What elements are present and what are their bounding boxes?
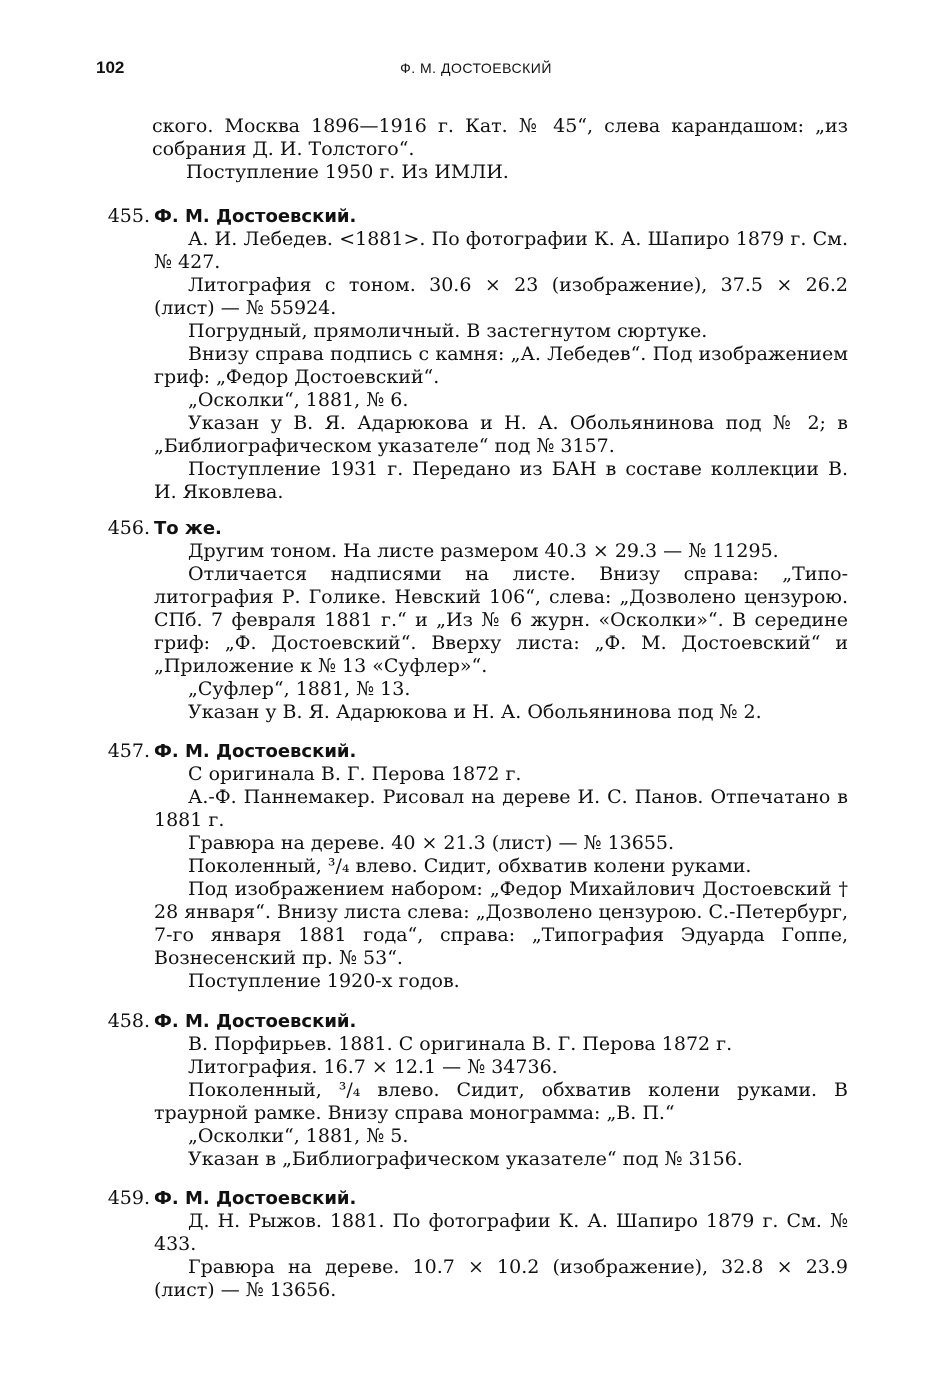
entry-line: Внизу справа подпись с камня: „А. Лебедев“. Под изображением гриф: „Федор Достоевский“. <box>154 343 848 388</box>
catalog-entry-456 <box>96 517 848 724</box>
entry-number: 457. <box>107 740 150 762</box>
entry-line: „Суфлер“, 1881, № 13. <box>188 678 411 700</box>
entry-line: Д. Н. Рыжов. 1881. По фотографии К. А. Шапиро 1879 г. См. № 433. <box>154 1210 848 1255</box>
entry-line: „Осколки“, 1881, № 5. <box>188 1125 409 1147</box>
entry-number: 455. <box>107 205 150 227</box>
entry-line: В. Порфирьев. 1881. С оригинала В. Г. Перова 1872 г. <box>188 1033 733 1055</box>
page-number: 102 <box>96 58 125 77</box>
entry-line: Литография. 16.7 × 12.1 — № 34736. <box>188 1056 558 1078</box>
entry-line: Погрудный, прямоличный. В застегнутом сюртуке. <box>188 320 708 342</box>
entry-title: Ф. М. Достоевский. <box>154 741 357 762</box>
intro-continuation <box>152 115 848 184</box>
entry-line: Отличается надписями на листе. Внизу справа: „Типо-литография Р. Голике. Невский 106“, слева: „Дозволено цензурою. СПб. 7 февраля 1881 г.“ и „Из № 6 журн. «Осколки»“. В середине гриф: „Ф. Достоевский“. Вверху листа: „Ф. М. Достоевский“ и „Приложение к № 13 «Суфлер»“. <box>154 563 848 677</box>
entry-number: 459. <box>107 1187 150 1209</box>
entry-number: 458. <box>107 1010 150 1032</box>
entry-line: Поколенный, ³/₄ влево. Сидит, обхватив колени руками. В траурной рамке. Внизу справа монограмма: „В. П.“ <box>154 1079 848 1124</box>
entry-line: Под изображением набором: „Федор Михайлович Достоевский † 28 января“. Внизу листа слева: „Дозволено цензурою. С.-Петербург, 7-го января 1881 года“, справа: „Типография Эдуарда Гоппе, Вознесенский пр. № 53“. <box>154 878 848 969</box>
entry-number: 456. <box>107 517 150 539</box>
entry-line: А. И. Лебедев. <1881>. По фотографии К. А. Шапиро 1879 г. См. № 427. <box>154 228 848 273</box>
entry-line: Гравюра на дереве. 10.7 × 10.2 (изображение), 32.8 × 23.9 (лист) — № 13656. <box>154 1256 848 1301</box>
intro-line: Поступление 1950 г. Из ИМЛИ. <box>186 161 509 183</box>
catalog-entry-457 <box>96 740 848 993</box>
entry-line: Литография с тоном. 30.6 × 23 (изображение), 37.5 × 26.2 (лист) — № 55924. <box>154 274 848 319</box>
running-title: Ф. М. ДОСТОЕВСКИЙ <box>400 60 552 76</box>
entry-line: А.-Ф. Паннемакер. Рисовал на дереве И. С. Панов. Отпечатано в 1881 г. <box>154 786 848 831</box>
entry-line: Поколенный, ³/₄ влево. Сидит, обхватив колени руками. <box>188 855 752 877</box>
entry-line: С оригинала В. Г. Перова 1872 г. <box>188 763 522 785</box>
entry-line: Гравюра на дереве. 40 × 21.3 (лист) — № 13655. <box>188 832 675 854</box>
entry-line: „Осколки“, 1881, № 6. <box>188 389 409 411</box>
entry-title: То же. <box>154 518 222 539</box>
catalog-entry-455 <box>96 205 848 504</box>
entry-title: Ф. М. Достоевский. <box>154 206 357 227</box>
entry-line: Другим тоном. На листе размером 40.3 × 29.3 — № 11295. <box>188 540 779 562</box>
entry-line: Указан в „Библиографическом указателе“ под № 3156. <box>188 1148 743 1170</box>
entry-line: Поступление 1920-х годов. <box>188 970 460 992</box>
entry-title: Ф. М. Достоевский. <box>154 1188 357 1209</box>
catalog-entry-458 <box>96 1010 848 1171</box>
entry-line: Указан у В. Я. Адарюкова и Н. А. Обольянинова под № 2. <box>188 701 762 723</box>
catalog-entry-459 <box>96 1187 848 1302</box>
entry-line: Поступление 1931 г. Передано из БАН в составе коллекции В. И. Яковлева. <box>154 458 848 503</box>
entry-line: Указан у В. Я. Адарюкова и Н. А. Обольянинова под № 2; в „Библиографическом указателе“ под № 3157. <box>154 412 848 457</box>
intro-line: ского. Москва 1896—1916 г. Кат. № 45“, слева карандашом: „из собрания Д. И. Толстого“. <box>152 115 848 160</box>
running-header <box>96 58 856 82</box>
entry-title: Ф. М. Достоевский. <box>154 1011 357 1032</box>
